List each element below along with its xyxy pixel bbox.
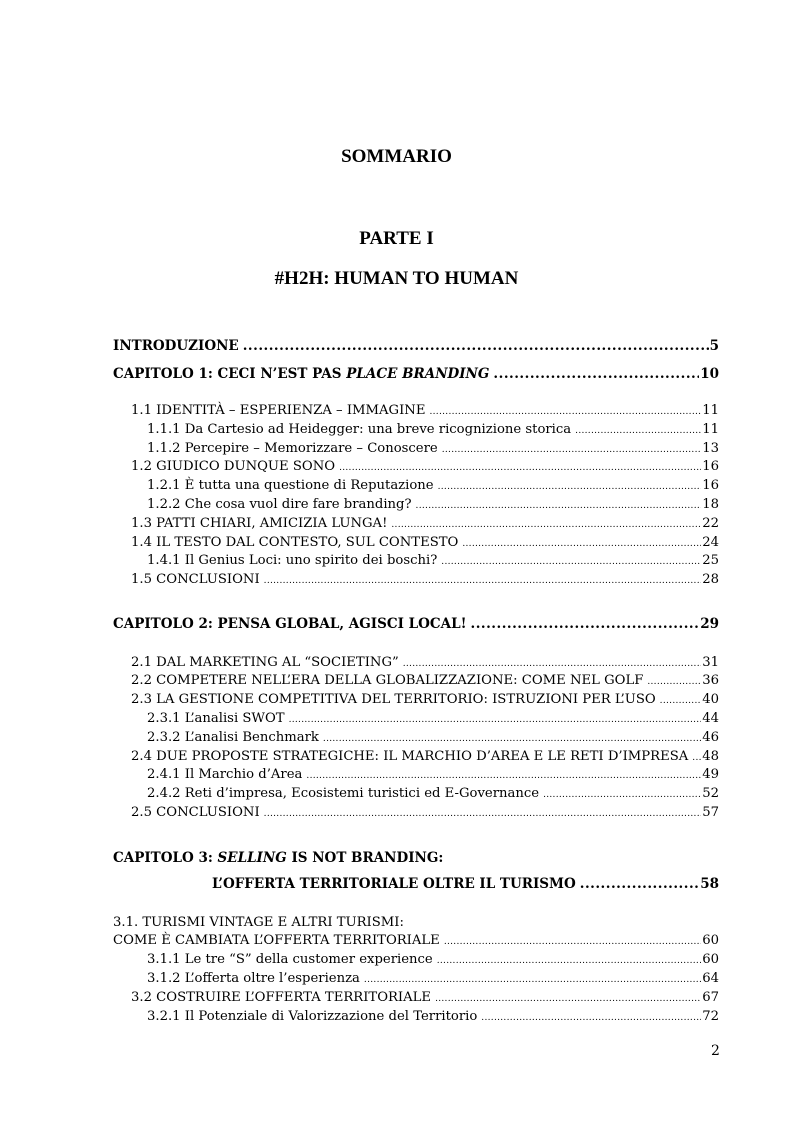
toc-page: 60 <box>702 933 719 948</box>
toc-label: 2.3 LA GESTIONE COMPETITIVA DEL TERRITORIO: ISTRUZIONI PER L’USO <box>131 692 656 707</box>
toc-page: 16 <box>702 478 719 493</box>
toc-label: 3.1.1 Le tre “S” della customer experience <box>147 952 433 967</box>
toc-page: 5 <box>709 338 719 354</box>
toc-label: CAPITOLO 1: CECI N’EST PAS PLACE BRANDING <box>113 366 490 382</box>
toc-label: COME È CAMBIATA L’OFFERTA TERRITORIALE <box>113 933 440 948</box>
toc-page: 29 <box>700 616 719 632</box>
toc-label: 1.3 PATTI CHIARI, AMICIZIA LUNGA! <box>131 516 388 531</box>
toc-page: 52 <box>702 786 719 801</box>
toc-entry[interactable] <box>131 570 719 591</box>
toc-label: 1.5 CONCLUSIONI <box>131 572 260 587</box>
toc-label: 1.2.1 È tutta una questione di Reputazione <box>147 478 434 493</box>
toc-page: 36 <box>702 673 719 688</box>
toc-label: 1.1 IDENTITÀ – ESPERIENZA – IMMAGINE <box>131 403 426 418</box>
toc-entry[interactable] <box>131 514 719 535</box>
toc-entry[interactable] <box>147 709 719 730</box>
toc-label: 2.5 CONCLUSIONI <box>131 805 260 820</box>
toc-page: 18 <box>702 497 719 512</box>
toc-page: 22 <box>702 516 719 531</box>
toc-entry[interactable] <box>147 969 719 990</box>
toc-page: 67 <box>702 990 719 1005</box>
toc-page: 48 <box>702 749 719 764</box>
toc-entry[interactable] <box>147 551 719 572</box>
toc-page: 16 <box>702 459 719 474</box>
toc-entry[interactable] <box>147 950 719 971</box>
toc-label: 1.4 IL TESTO DAL CONTESTO, SUL CONTESTO <box>131 535 459 550</box>
toc-label: INTRODUZIONE <box>113 338 239 354</box>
toc-entry[interactable] <box>147 1007 719 1028</box>
toc-page: 31 <box>702 655 719 670</box>
toc-entry[interactable] <box>147 728 719 749</box>
toc-page: 60 <box>702 952 719 967</box>
part-title: PARTE I <box>359 228 434 249</box>
dot-leader <box>471 615 700 634</box>
toc-entry-chapter-3[interactable] <box>212 875 719 894</box>
toc-label: 3.2.1 Il Potenziale di Valorizzazione del Territorio <box>147 1009 478 1024</box>
toc-label: 1.2.2 Che cosa vuol dire fare branding? <box>147 497 412 512</box>
toc-entry[interactable] <box>147 495 719 516</box>
dot-leader <box>493 365 699 384</box>
toc-label: 3.1.2 L’offerta oltre l’esperienza <box>147 971 360 986</box>
toc-entry[interactable] <box>131 690 719 711</box>
toc-chapter-3-line-1[interactable]: CAPITOLO 3: SELLING IS NOT BRANDING: <box>113 850 444 866</box>
toc-page: 64 <box>702 971 719 986</box>
page-title: SOMMARIO <box>341 146 452 167</box>
toc-label: 2.4 DUE PROPOSTE STRATEGICHE: IL MARCHIO D’AREA E LE RETI D’IMPRESA <box>131 749 689 764</box>
toc-label: 3.2 COSTRUIRE L’OFFERTA TERRITORIALE <box>131 990 432 1005</box>
toc-entry[interactable] <box>131 401 719 422</box>
toc-entry[interactable] <box>131 803 719 824</box>
toc-entry-3-1-line-1[interactable]: 3.1. TURISMI VINTAGE E ALTRI TURISMI: <box>113 915 404 930</box>
toc-label: CAPITOLO 2: PENSA GLOBAL, AGISCI LOCAL! <box>113 616 467 632</box>
toc-label: 2.1 DAL MARKETING AL “SOCIETING” <box>131 655 399 670</box>
toc-page: 10 <box>700 366 719 382</box>
toc-page: 44 <box>702 711 719 726</box>
dot-leader <box>264 805 702 824</box>
toc-label: 1.4.1 Il Genius Loci: uno spirito dei boschi? <box>147 553 438 568</box>
toc-page: 28 <box>702 572 719 587</box>
toc-entry[interactable] <box>147 784 719 805</box>
toc-label: 2.3.2 L’analisi Benchmark <box>147 730 319 745</box>
toc-label: 1.2 GIUDICO DUNQUE SONO <box>131 459 336 474</box>
toc-label: 1.1.1 Da Cartesio ad Heidegger: una breve ricognizione storica <box>147 422 572 437</box>
toc-entry[interactable] <box>147 476 719 497</box>
toc-entry-chapter-1[interactable] <box>113 365 719 384</box>
toc-label: 2.4.1 Il Marchio d’Area <box>147 767 303 782</box>
toc-page: 13 <box>702 441 719 456</box>
toc-page: 25 <box>702 553 719 568</box>
toc-page: 58 <box>700 876 719 892</box>
toc-page: 72 <box>702 1009 719 1024</box>
toc-label: 2.4.2 Reti d’impresa, Ecosistemi turistici ed E-Governance <box>147 786 540 801</box>
toc-entry[interactable] <box>131 457 719 478</box>
toc-page: 24 <box>702 535 719 550</box>
toc-entry-chapter-2[interactable] <box>113 615 719 634</box>
toc-page: 11 <box>702 403 719 418</box>
dot-leader <box>481 1009 701 1028</box>
toc-page: 46 <box>702 730 719 745</box>
part-subtitle: #H2H: HUMAN TO HUMAN <box>274 268 519 289</box>
dot-leader <box>580 875 699 894</box>
toc-label: 2.3.1 L’analisi SWOT <box>147 711 285 726</box>
toc-page: 49 <box>702 767 719 782</box>
toc-entry[interactable] <box>147 420 719 441</box>
toc-entry[interactable] <box>147 765 719 786</box>
toc-page: 11 <box>702 422 719 437</box>
toc-page: 40 <box>702 692 719 707</box>
dot-leader <box>243 337 709 356</box>
page-number: 2 <box>711 1043 720 1059</box>
toc-entry-introduzione[interactable] <box>113 337 719 356</box>
dot-leader <box>264 572 702 591</box>
toc-page: 57 <box>702 805 719 820</box>
toc-label: 2.2 COMPETERE NELL’ERA DELLA GLOBALIZZAZIONE: COME NEL GOLF <box>131 673 644 688</box>
toc-label: L’OFFERTA TERRITORIALE OLTRE IL TURISMO <box>212 876 576 892</box>
toc-entry[interactable] <box>113 931 719 952</box>
toc-entry[interactable] <box>131 671 719 692</box>
toc-label: 1.1.2 Percepire – Memorizzare – Conoscere <box>147 441 438 456</box>
toc-entry[interactable] <box>131 988 719 1009</box>
